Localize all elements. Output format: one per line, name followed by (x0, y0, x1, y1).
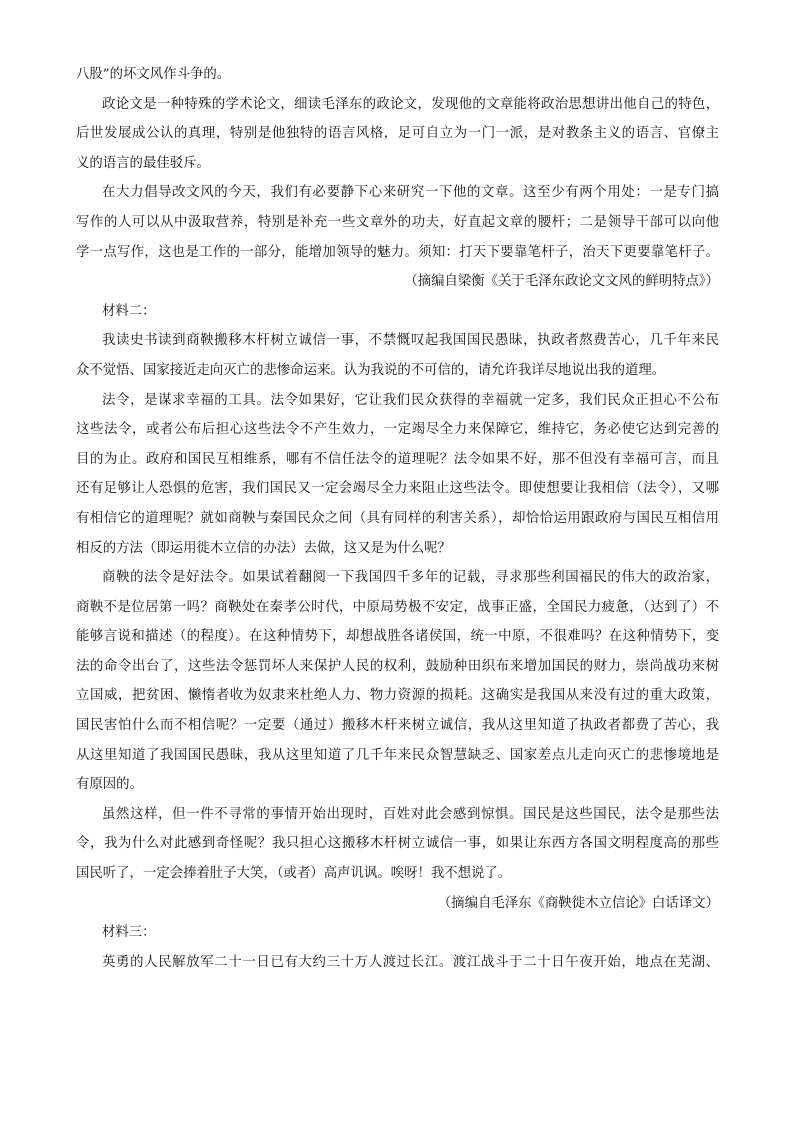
text-line: 这些法令，或者公布后担心这些法令不产生效力，一定竭尽全力来保障它，维持它，务必使它达到完善的 (76, 422, 719, 438)
text-line: 能够言说和描述（的程度）。在这种情势下，却想战胜各诸侯国，统一中原，不很难吗？在这种情势下，变 (76, 629, 719, 645)
text-line: （摘编自毛泽东《商鞅徙木立信论》白话译文） (437, 895, 719, 911)
text-line: 材料二： (102, 303, 156, 319)
text-line: 义的语言的最佳驳斥。 (76, 155, 210, 171)
text-line: 英勇的人民解放军二十一日已有大约三十万人渡过长江。渡江战斗于二十日午夜开始，地点在芜湖、 (102, 954, 719, 970)
text-line: （摘编自梁衡《关于毛泽东政论文文风的鲜明特点》） (404, 274, 719, 290)
text-line: 我读史书读到商鞅搬移木杆树立诚信一事，不禁慨叹起我国国民愚昧，执政者熬费苦心，几千年来民 (102, 333, 719, 349)
text-line: 令，我为什么对此感到奇怪呢？我只担心这搬移木杆树立诚信一事，如果让东西方各国文明程度高的那些 (76, 836, 719, 852)
text-line: 国民听了，一定会捧着肚子大笑，（或者）高声讥讽。唉呀！我不想说了。 (76, 866, 512, 882)
text-line: 商鞅不是位居第一吗？商鞅处在秦孝公时代，中原局势极不安定，战事正盛，全国民力疲惫，（达到了）不 (76, 599, 719, 615)
text-line: 后世发展成公认的真理，特别是他独特的语言风格，足可自立为一门一派，是对教条主义的语言、官僚主 (76, 126, 719, 142)
text-line: 商鞅的法令是好法令。如果试着翻阅一下我国四千多年的记载，寻求那些利国福民的伟大的政治家， (102, 570, 719, 586)
text-line: 法的命令出台了，这些法令惩罚坏人来保护人民的权利，鼓励种田织布来增加国民的财力，崇尚战功来树 (76, 658, 719, 674)
text-line: 立国威，把贫困、懒惰者收为奴隶来杜绝人力、物力资源的损耗。这确实是我国从来没有过的重大政策， (76, 688, 719, 704)
text-line: 学一点写作，这也是工作的一部分，能增加领导的魅力。须知：打天下要靠笔杆子，治天下更要靠笔杆子。 (76, 244, 719, 260)
text-line: 从这里知道了我国国民愚昧，我从这里知道了几千年来民众智慧缺乏、国家差点儿走向灭亡的悲惨境地是 (76, 747, 719, 763)
text-line: 众不觉悟、国家接近走向灭亡的悲惨命运来。认为我说的不可信的，请允许我详尽地说出我的道理。 (76, 362, 666, 378)
text-line: 法令，是谋求幸福的工具。法令如果好，它让我们民众获得的幸福就一定多，我们民众正担心不公布 (102, 392, 719, 408)
text-line: 相反的方法（即运用徙木立信的办法）去做，这又是为什么呢？ (76, 540, 451, 556)
text-line: 八股”的坏文风作斗争的。 (76, 67, 231, 82)
text-line: 材料三： (102, 925, 156, 941)
text-line: 写作的人可以从中汲取营养，特别是补充一些文章外的功夫，好直起文章的腰杆；二是领导干部可以向他 (76, 214, 719, 230)
text-line: 目的为止。政府和国民互相维系，哪有不信任法令的道理呢？法令如果不好，那不但没有幸福可言，而且 (76, 451, 719, 467)
text-line: 虽然这样，但一件不寻常的事情开始出现时，百姓对此会感到惊惧。国民是这些国民，法令是那些法 (102, 806, 719, 822)
text-line: 有原因的。 (76, 777, 143, 793)
text-line: 政论文是一种特殊的学术论文，细读毛泽东的政论文，发现他的文章能将政治思想讲出他自己的特色， (102, 96, 719, 112)
text-line: 有相信它的道理呢？就如商鞅与秦国民众之间（具有同样的利害关系），却恰恰运用跟政府与国民互相信用 (76, 510, 719, 526)
text-line: 国民害怕什么而不相信呢？一定要（通过）搬移木杆来树立诚信，我从这里知道了执政者都费了苦心，我 (76, 718, 719, 734)
document-body (76, 60, 719, 977)
text-line: 还有足够让人恐惧的危害，我们国民又一定会竭尽全力来阻止这些法令。即使想要让我相信（法令），又哪 (76, 481, 719, 497)
text-line: 在大力倡导改文风的今天，我们有必要静下心来研究一下他的文章。这至少有两个用处：一是专门搞 (102, 185, 719, 201)
